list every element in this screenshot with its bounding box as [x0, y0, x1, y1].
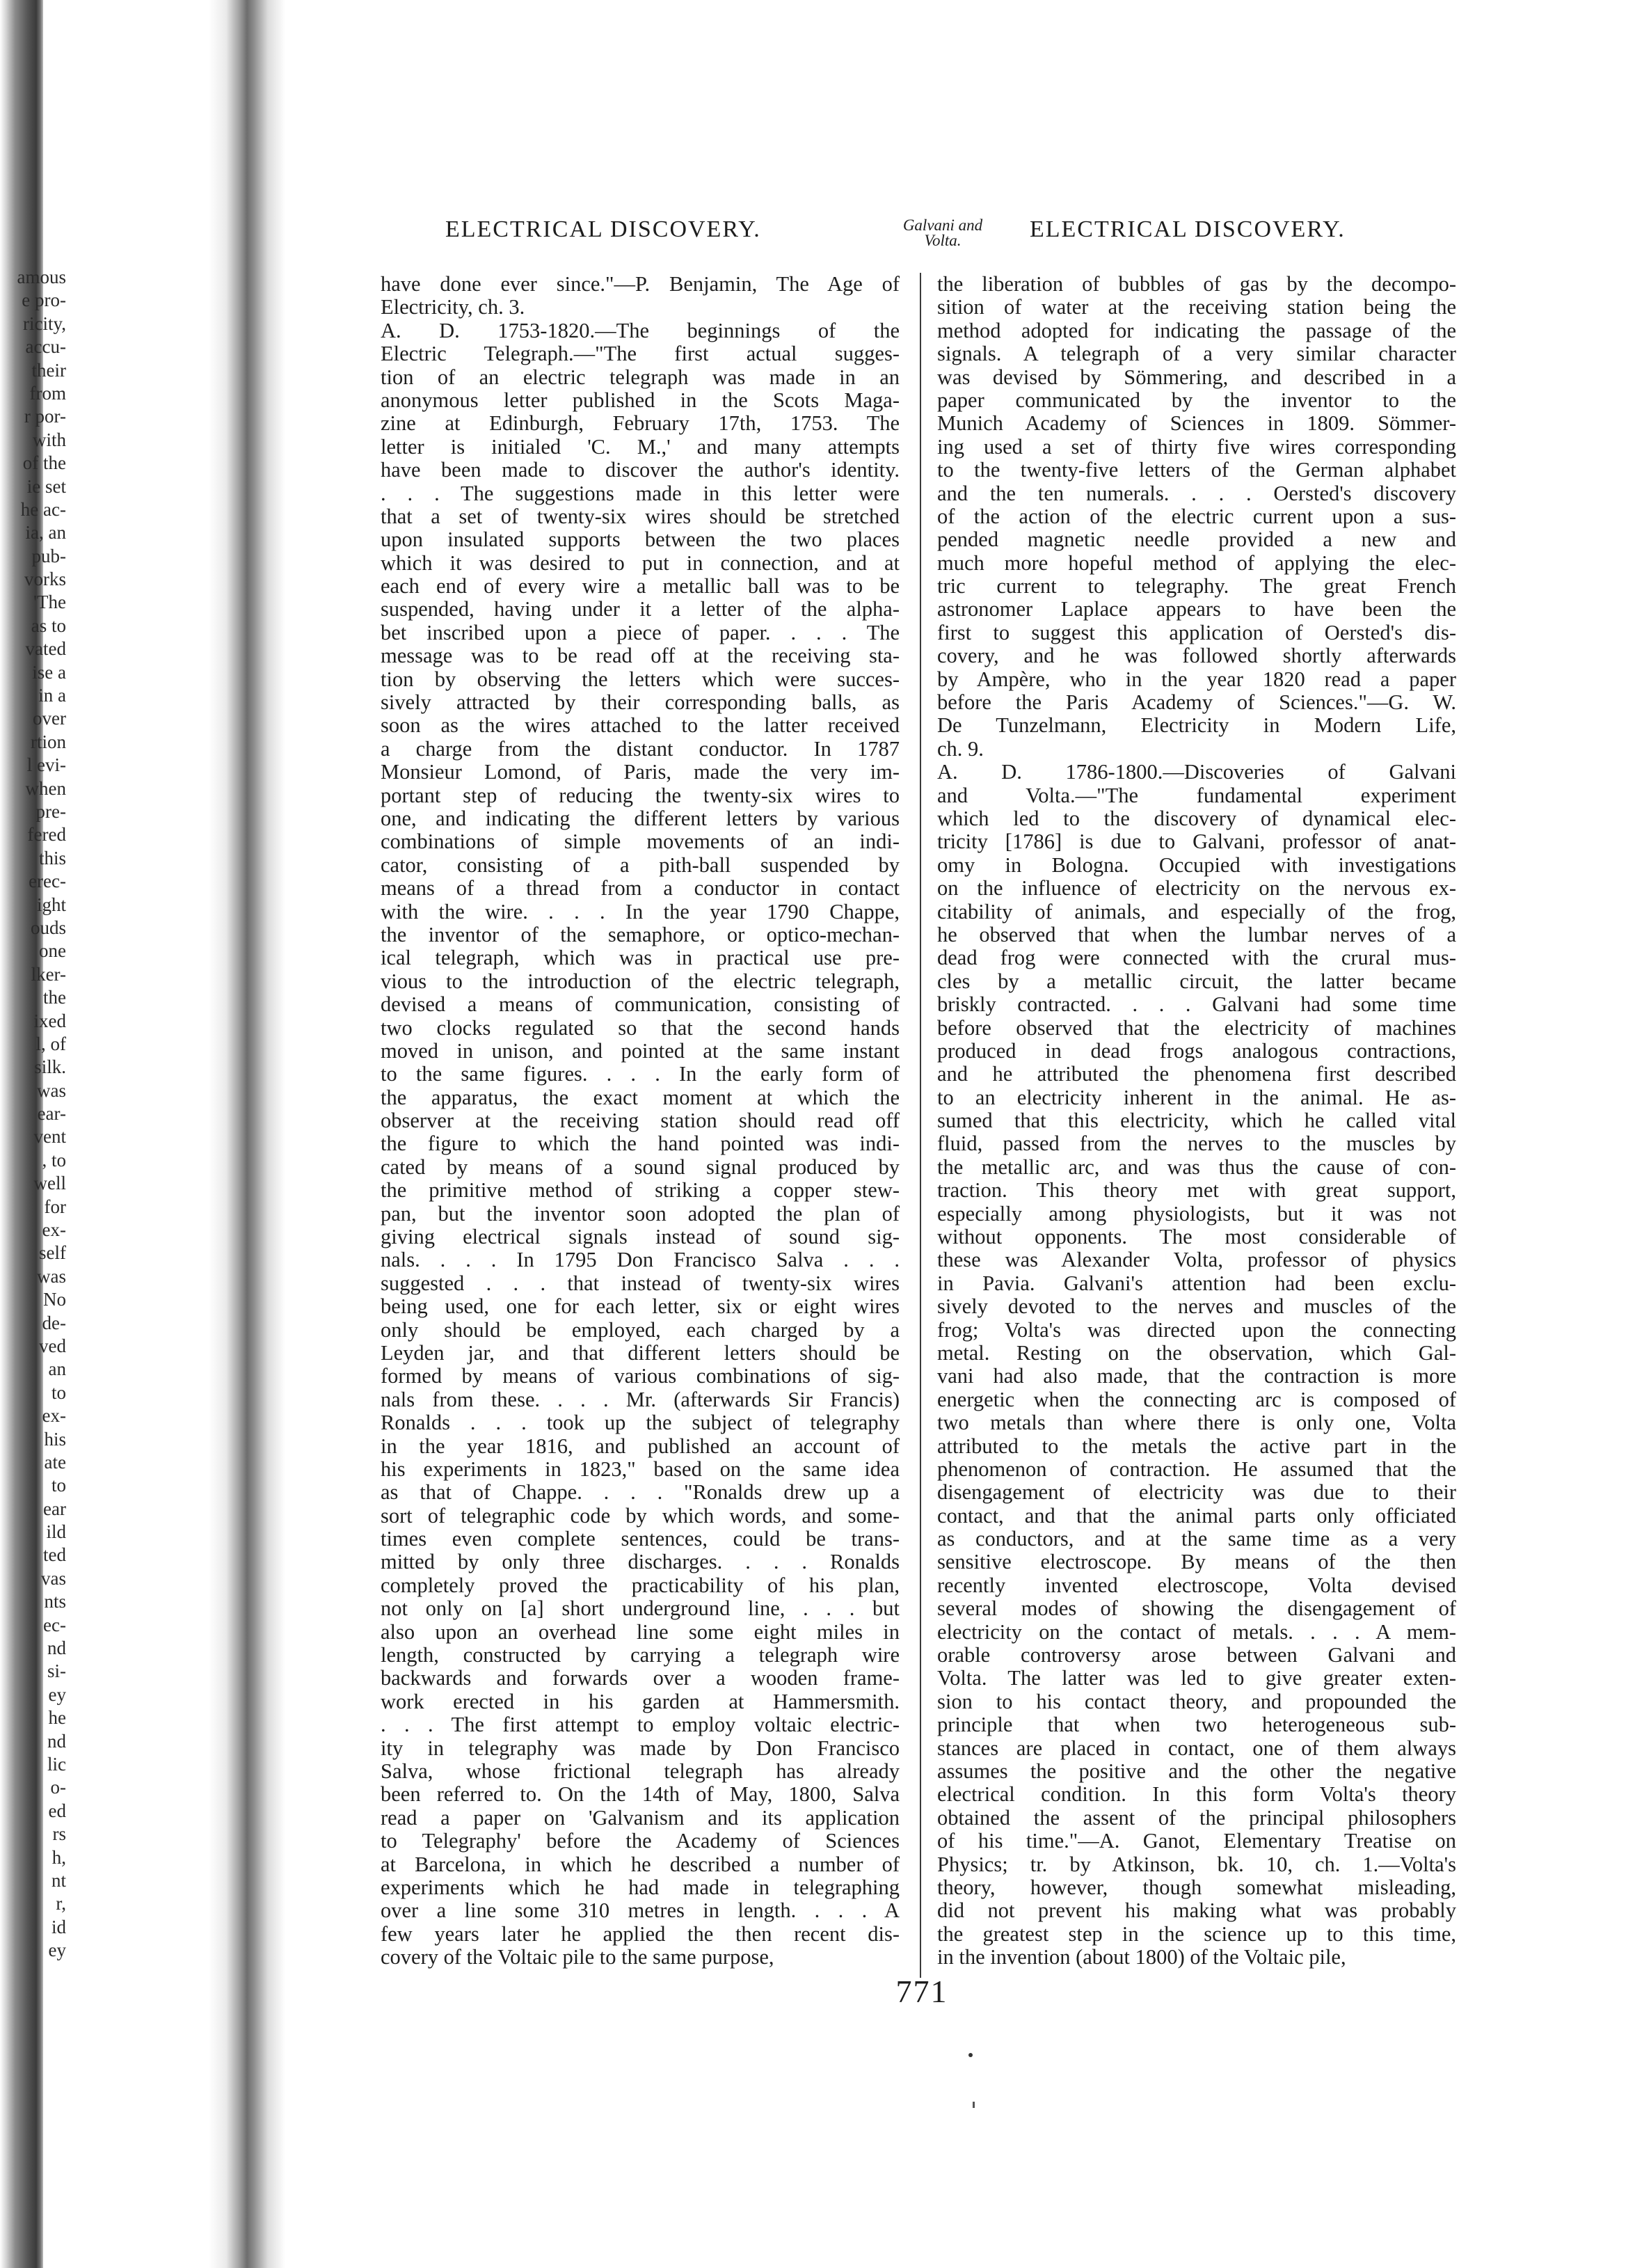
text-line: that a set of twenty-six wires should be stretched [381, 505, 900, 528]
text-line: the inventor of the semaphore, or optico-mechan- [381, 923, 900, 946]
text-line: did not prevent his making what was probably [937, 1899, 1456, 1923]
text-line: upon insulated supports between the two places [381, 528, 900, 552]
text-line: suggested . . . that instead of twenty-six wires [381, 1271, 900, 1295]
fragment-line: vent [33, 1126, 66, 1148]
text-line: covery of the Voltaic pile to the same purpose, [381, 1946, 774, 1969]
fragment-line: e pro- [22, 290, 66, 311]
text-line: produced in dead frogs analogous contractions, [937, 1039, 1456, 1063]
fragment-line: he ac- [20, 498, 66, 520]
fragment-line: No [43, 1289, 66, 1310]
text-line: observer at the receiving station should read off [381, 1109, 900, 1133]
fragment-line: ey [48, 1683, 66, 1705]
text-line: he observed that when the lumbar nerves of a [937, 923, 1456, 946]
text-line: formed by means of various combinations of sig- [381, 1365, 900, 1388]
fragment-line: from [29, 382, 66, 404]
text-line: length, constructed by carrying a telegraph wire [381, 1644, 900, 1667]
text-line: without opponents. The most considerable of [937, 1226, 1456, 1249]
text-line: Ronalds . . . took up the subject of telegraphy [381, 1411, 900, 1435]
text-line: Electric Telegraph.—"The first actual sugges- [381, 342, 900, 366]
text-line: vani had also made, that the contraction is more [937, 1365, 1456, 1388]
text-line: means of a thread from a conductor in contact [381, 877, 900, 901]
text-line: letter is initialed 'C. M.,' and many attempts [381, 435, 900, 459]
text-line: experiments which he had made in telegraphing [381, 1876, 900, 1899]
fragment-line: vated [25, 638, 66, 660]
text-line: especially among physiologists, but it was not [937, 1202, 1456, 1226]
text-line: to the twenty-five letters of the German alphabet [937, 459, 1456, 482]
text-line: by Ampère, who in the year 1820 read a paper [937, 667, 1456, 691]
text-line: on the influence of electricity on the nervous ex- [937, 877, 1456, 901]
header-right-title: ELECTRICAL DISCOVERY. [1030, 216, 1346, 242]
text-line: which led to the discovery of dynamical elec- [937, 807, 1456, 830]
text-line: tion of an electric telegraph was made in an [381, 365, 900, 389]
column-rule [920, 273, 921, 1978]
fragment-line: id [51, 1916, 66, 1937]
fragment-line: ex- [42, 1405, 66, 1427]
header-subject-line2: Volta. [924, 232, 962, 249]
text-line: cated by means of a sound signal produced by [381, 1155, 900, 1179]
text-line: these was Alexander Volta, professor of physics [937, 1248, 1456, 1272]
fragment-line: he [48, 1707, 66, 1729]
text-line: nals. . . . In 1795 Don Francisco Salva . . . [381, 1248, 900, 1272]
fragment-line: the [43, 987, 66, 1008]
fragment-line: ed [48, 1800, 66, 1821]
fragment-line: self [39, 1242, 66, 1264]
left-column [381, 273, 900, 1969]
text-line: as conductors, and at the same time as a very [937, 1528, 1456, 1551]
text-line: stances are placed in contact, one of them always [937, 1736, 1456, 1760]
text-line: recently invented electroscope, Volta devised [937, 1573, 1456, 1597]
right-column [937, 273, 1456, 1969]
text-line: read a paper on 'Galvanism and its application [381, 1806, 900, 1830]
fragment-line: for [44, 1196, 66, 1217]
text-line: over a line some 310 metres in length. . . . A [381, 1899, 900, 1923]
text-line: giving electrical signals instead of sound sig- [381, 1226, 900, 1249]
text-line: sition of water at the receiving station being the [937, 296, 1456, 319]
text-line: traction. This theory met with great support, [937, 1179, 1456, 1203]
text-line: sively attracted by their corresponding balls, as [381, 691, 900, 715]
fragment-line: r, [56, 1893, 66, 1914]
text-line: covery, and he was followed shortly afterwards [937, 644, 1456, 668]
text-line: tricity [1786] is due to Galvani, professor of anat- [937, 830, 1456, 854]
text-line: only should be employed, each charged by a [381, 1318, 900, 1342]
text-line: work erected in his garden at Hammersmith. [381, 1690, 900, 1713]
text-line: before the Paris Academy of Sciences."—G. W. [937, 691, 1456, 715]
fragment-line: o- [50, 1777, 66, 1798]
fragment-line: lic [47, 1754, 66, 1775]
text-line: in the invention (about 1800) of the Voltaic pile, [937, 1946, 1346, 1969]
fragment-line: ear [43, 1498, 66, 1519]
fragment-line: well [33, 1173, 66, 1194]
fragment-line: r por- [24, 406, 66, 427]
fragment-line: ia, an [25, 522, 66, 544]
fragment-line: ved [39, 1335, 66, 1356]
text-line: contact, and that the animal parts only officiated [937, 1504, 1456, 1528]
fragment-line: nd [47, 1730, 66, 1752]
text-line: bet inscribed upon a piece of paper. . . . The [381, 621, 900, 644]
text-line: been referred to. On the 14th of May, 1800, Salva [381, 1783, 900, 1807]
text-line: paper communicated by the inventor to the [937, 388, 1456, 412]
text-line: the apparatus, the exact moment at which the [381, 1086, 900, 1109]
fragment-line: erec- [29, 871, 66, 892]
fragment-line: ted [43, 1544, 66, 1566]
text-line: sort of telegraphic code by which words, and some- [381, 1504, 900, 1528]
text-line: method adopted for indicating the passage of the [937, 319, 1456, 342]
fragment-line: of the [22, 452, 66, 474]
page-gutter-shadow [209, 0, 285, 2268]
text-line: each end of every wire a metallic ball was to be [381, 575, 900, 598]
text-line: of his time."—A. Ganot, Elementary Treatise on [937, 1830, 1456, 1853]
text-line: the primitive method of striking a copper stew- [381, 1179, 900, 1203]
text-line: the greatest step in the science up to this time, [937, 1922, 1456, 1946]
text-line: the liberation of bubbles of gas by the decompo- [937, 273, 1456, 296]
text-line: combinations of simple movements of an indi- [381, 830, 900, 854]
text-line: the metallic arc, and was thus the cause of con- [937, 1155, 1456, 1179]
text-line: metal. Resting on the observation, which Gal- [937, 1341, 1456, 1365]
fragment-line: de- [42, 1312, 66, 1333]
fragment-line: nts [44, 1591, 66, 1612]
fragment-line: vas [41, 1567, 66, 1589]
fragment-line: an [48, 1358, 66, 1380]
text-line: attributed to the metals the active part in the [937, 1434, 1456, 1458]
text-line: devised a means of communication, consisting of [381, 993, 900, 1017]
running-header [445, 216, 1371, 258]
text-line: as that of Chappe. . . . "Ronalds drew up a [381, 1481, 900, 1505]
text-line: Physics; tr. by Atkinson, bk. 10, ch. 1.—Volta's [937, 1853, 1456, 1876]
text-line: electrical condition. In this form Volta's theory [937, 1783, 1456, 1807]
fragment-line: over [33, 708, 66, 729]
fragment-line: ricity, [23, 312, 66, 334]
text-line: sion to his contact theory, and propounded the [937, 1690, 1456, 1713]
text-line: frog; Volta's was directed upon the connecting [937, 1318, 1456, 1342]
fragment-line: was [37, 1265, 66, 1287]
text-line: fluid, passed from the nerves to the muscles by [937, 1132, 1456, 1156]
text-line: assumes the positive and the other the negative [937, 1760, 1456, 1783]
text-line: have been made to discover the author's identity. [381, 459, 900, 482]
header-subject [856, 218, 1030, 248]
text-line: portant step of reducing the twenty-six wires to [381, 784, 900, 807]
text-line: A. D. 1786-1800.—Discoveries of Galvani [937, 761, 1456, 784]
text-line: have done ever since."—P. Benjamin, The Age of [381, 273, 900, 296]
fragment-line: with [32, 429, 66, 450]
text-line: theory, however, though somewhat misleading, [937, 1876, 1456, 1899]
text-line: times even complete sentences, could be trans- [381, 1528, 900, 1551]
fragment-line: l evi- [26, 754, 66, 776]
fragment-line: in a [38, 685, 66, 706]
fragment-line: his [44, 1428, 66, 1450]
text-line: soon as the wires attached to the latter received [381, 714, 900, 738]
fragment-line: ec- [43, 1614, 66, 1635]
fragment-line: accu- [25, 336, 66, 358]
fragment-line: silk. [34, 1056, 66, 1078]
text-line: to the same figures. . . . In the early form of [381, 1063, 900, 1086]
previous-page-fragments [0, 266, 66, 1962]
fragment-line: their [31, 359, 66, 381]
text-line: mitted by only three discharges. . . . Ronalds [381, 1551, 900, 1574]
text-line: ing used a set of thirty five wires corresponding [937, 435, 1456, 459]
text-line: suspended, having under it a letter of the alpha- [381, 598, 900, 621]
text-line: astronomer Laplace appears to have been the [937, 598, 1456, 621]
text-line: ity in telegraphy was made by Don Francisco [381, 1736, 900, 1760]
text-line: before observed that the electricity of machines [937, 1016, 1456, 1040]
text-line: also upon an overhead line some eight miles in [381, 1620, 900, 1644]
scan-speck [968, 2053, 973, 2057]
text-line: the figure to which the hand pointed was indi- [381, 1132, 900, 1156]
text-line: Monsieur Lomond, of Paris, made the very im- [381, 761, 900, 784]
scan-speck [973, 2102, 975, 2108]
header-left-title: ELECTRICAL DISCOVERY. [445, 216, 761, 242]
text-line: anonymous letter published in the Scots Maga- [381, 388, 900, 412]
text-line: vious to the introduction of the electric telegraph, [381, 969, 900, 993]
fragment-line: ear- [37, 1103, 66, 1125]
text-line: in Pavia. Galvani's attention had been exclu- [937, 1271, 1456, 1295]
fragment-line: ise a [32, 661, 66, 683]
fragment-line: lker- [31, 963, 66, 985]
text-line: principle that when two heterogeneous sub- [937, 1713, 1456, 1737]
fragment-line: pre- [35, 800, 66, 822]
fragment-line: ouds [30, 917, 66, 938]
fragment-line: nd [47, 1637, 66, 1659]
text-line: orable controversy arose between Galvani and [937, 1644, 1456, 1667]
fragment-line: ie set [26, 475, 66, 497]
text-line: . . . The first attempt to employ voltaic electric- [381, 1713, 900, 1737]
text-line: moved in unison, and pointed at the same instant [381, 1039, 900, 1063]
text-line: dead frog were connected with the crural mus- [937, 946, 1456, 970]
text-line: cles by a metallic circuit, the latter became [937, 969, 1456, 993]
text-line: and he attributed the phenomena first described [937, 1063, 1456, 1086]
text-line: in the year 1816, and published an account of [381, 1434, 900, 1458]
text-line: of the action of the electric current upon a sus- [937, 505, 1456, 528]
text-line: first to suggest this application of Oersted's dis- [937, 621, 1456, 644]
text-line: Salva, whose frictional telegraph has already [381, 1760, 900, 1783]
fragment-line: was [37, 1079, 66, 1101]
fragment-line: si- [47, 1660, 66, 1682]
text-line: message was to be read off at the receiving sta- [381, 644, 900, 668]
text-line: with the wire. . . . In the year 1790 Chappe, [381, 900, 900, 923]
fragment-line: l, of [35, 1033, 66, 1054]
text-line: briskly contracted. . . . Galvani had some time [937, 993, 1456, 1017]
text-line: to an electricity inherent in the animal. He as- [937, 1086, 1456, 1109]
text-line: tion by observing the letters which were succes- [381, 667, 900, 691]
text-line: omy in Bologna. Occupied with investigations [937, 853, 1456, 877]
text-line: his experiments in 1823," based on the same idea [381, 1457, 900, 1481]
text-line: obtained the assent of the principal philosophers [937, 1806, 1456, 1830]
text-line: few years later he applied the then recent dis- [381, 1922, 900, 1946]
fragment-line: rs [52, 1823, 66, 1845]
fragment-line: amous [17, 267, 66, 287]
fragment-line: vorks [24, 569, 66, 590]
fragment-line: pub- [31, 545, 66, 566]
text-line: was devised by Sömmering, and described in a [937, 365, 1456, 389]
text-line: completely proved the practicability of his plan, [381, 1573, 900, 1597]
fragment-line: ex- [42, 1219, 66, 1241]
text-line: one, and indicating the different letters by various [381, 807, 900, 830]
text-line: electricity on the contact of metals. . . . A mem- [937, 1620, 1456, 1644]
fragment-line: ight [36, 894, 66, 915]
fragment-line: this [38, 847, 66, 869]
fragment-line: one [39, 940, 66, 962]
text-line: cator, consisting of a pith-ball suspended by [381, 853, 900, 877]
text-line: sumed that this electricity, which he called vital [937, 1109, 1456, 1133]
text-line: and the ten numerals. . . . Oersted's discovery [937, 482, 1456, 505]
page-number: 771 [895, 1974, 948, 2009]
text-line: energetic when the connecting arc is composed of [937, 1388, 1456, 1411]
header-subject-line1: Galvani and [902, 216, 983, 234]
text-line: to Telegraphy' before the Academy of Sciences [381, 1830, 900, 1853]
text-line: sensitive electroscope. By means of the then [937, 1551, 1456, 1574]
text-line: Electricity, ch. 3. [381, 296, 525, 319]
text-line: ch. 9. [937, 737, 984, 761]
text-line: and Volta.—"The fundamental experiment [937, 784, 1456, 807]
text-line: signals. A telegraph of a very similar character [937, 342, 1456, 366]
fragment-line: rtion [31, 731, 66, 752]
text-line: much more hopeful method of applying the elec- [937, 551, 1456, 575]
fragment-line: to [51, 1381, 66, 1403]
fragment-line: h, [51, 1846, 66, 1868]
fragment-line: ate [44, 1451, 66, 1473]
fragment-line: as to [31, 614, 66, 636]
text-line: Leyden jar, and that different letters should be [381, 1341, 900, 1365]
text-line: two clocks regulated so that the second hands [381, 1016, 900, 1040]
text-line: several modes of showing the disengagement of [937, 1597, 1456, 1621]
text-line: a charge from the distant conductor. In 1787 [381, 737, 900, 761]
fragment-line: , to [42, 1149, 66, 1171]
text-line: ical telegraph, which was in practical use pre- [381, 946, 900, 970]
fragment-line: fered [27, 824, 66, 846]
text-line: Volta. The latter was led to give greater exten- [937, 1667, 1456, 1690]
text-line: zine at Edinburgh, February 17th, 1753. The [381, 412, 900, 436]
fragment-line: ixed [33, 1010, 66, 1031]
text-line: pan, but the inventor soon adopted the plan of [381, 1202, 900, 1226]
text-line: at Barcelona, in which he described a number of [381, 1853, 900, 1876]
fragment-line: to [51, 1475, 66, 1496]
text-line: phenomenon of contraction. He assumed that the [937, 1457, 1456, 1481]
text-line: being used, one for each letter, six or eight wires [381, 1295, 900, 1319]
text-line: which it was desired to put in connection, and at [381, 551, 900, 575]
fragment-line: ild [46, 1521, 66, 1543]
fragment-line: ey [48, 1940, 66, 1961]
text-line: two metals than where there is only one, Volta [937, 1411, 1456, 1435]
text-line: sively devoted to the nerves and muscles of the [937, 1295, 1456, 1319]
text-line: . . . The suggestions made in this letter were [381, 482, 900, 505]
text-line: De Tunzelmann, Electricity in Modern Life, [937, 714, 1456, 738]
text-line: not only on [a] short underground line, . . . but [381, 1597, 900, 1621]
text-line: tric current to telegraphy. The great French [937, 575, 1456, 598]
fragment-line: 'The [33, 592, 66, 613]
fragment-line: when [25, 777, 66, 799]
text-line: disengagement of electricity was due to their [937, 1481, 1456, 1505]
text-line: citability of animals, and especially of the frog, [937, 900, 1456, 923]
text-line: Munich Academy of Sciences in 1809. Sömmer- [937, 412, 1456, 436]
text-line: pended magnetic needle provided a new and [937, 528, 1456, 552]
fragment-line: nt [51, 1869, 66, 1891]
text-line: nals from these. . . . Mr. (afterwards Sir Francis) [381, 1388, 900, 1411]
text-line: backwards and forwards over a wooden frame- [381, 1667, 900, 1690]
text-line: A. D. 1753-1820.—The beginnings of the [381, 319, 900, 342]
